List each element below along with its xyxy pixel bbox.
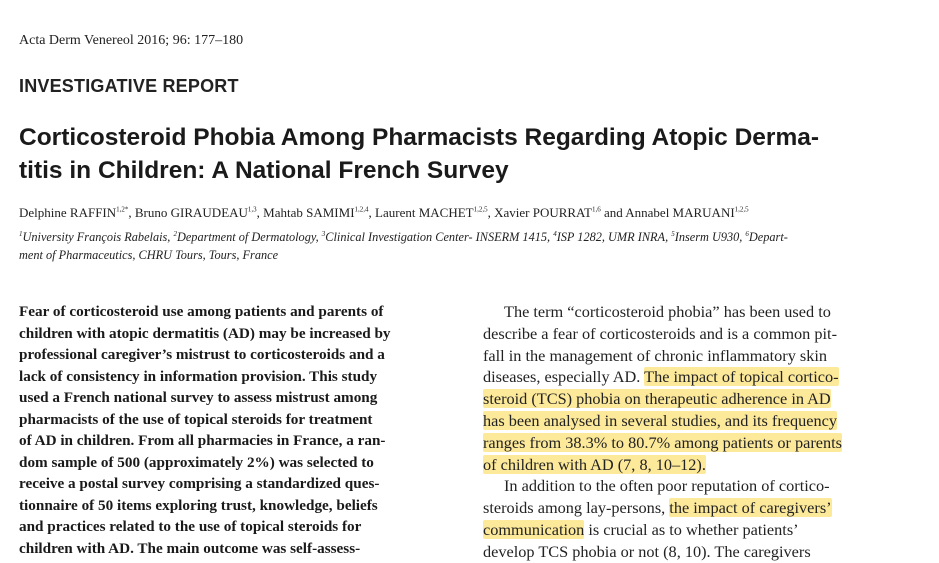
highlighted-text: ranges from 38.3% to 80.7% among patients or parents [483, 432, 843, 452]
author-name: Annabel MARUANI [625, 205, 735, 220]
abstract-line: receive a postal survey comprising a standardized ques- [19, 475, 380, 492]
affiliation-marker: 4 [553, 230, 557, 238]
author-affiliation-marker: 1,2,5 [473, 205, 488, 214]
abstract-line: used a French national survey to assess mistrust among [19, 389, 378, 406]
affiliation-marker: 2 [173, 230, 177, 238]
body-line [483, 432, 923, 454]
affiliation-text: Clinical Investigation Center- INSERM 1415, [325, 230, 554, 245]
highlighted-text: communication [483, 519, 585, 539]
body-text-segment: describe a fear of corticosteroids and is a common pit- [483, 323, 837, 343]
highlighted-text: of children with AD (7, 8, 10–12). [483, 454, 706, 474]
title-line: Corticosteroid Phobia Among Pharmacists Regarding Atopic Derma- [19, 124, 820, 151]
abstract-line: Fear of corticosteroid use among patients and parents of [19, 303, 384, 320]
affiliation-text: Inserm U930, [674, 230, 746, 245]
abstract-line: dom sample of 500 (approximately 2%) was selected to [19, 453, 374, 471]
author-affiliation-marker: 1,2* [116, 205, 129, 214]
abstract-line: of AD in children. From all pharmacies in France, a ran- [19, 432, 386, 449]
title-line: titis in Children: A National French Survey [19, 157, 509, 184]
abstract-line: pharmacists of the use of topical steroids for treatment [19, 410, 373, 428]
abstract-line: professional caregiver’s mistrust to corticosteroids and a [19, 346, 385, 363]
section-label: INVESTIGATIVE REPORT [19, 76, 239, 96]
abstract-line: children with atopic dermatitis (AD) may be increased by [19, 324, 391, 342]
body-line [483, 519, 923, 541]
affiliation-marker: 3 [321, 230, 326, 238]
author-affiliation-marker: 1,6 [591, 205, 601, 214]
affiliation-text: University François Rabelais, [22, 230, 174, 245]
abstract-line: tionnaire of 50 items exploring trust, knowledge, beliefs [19, 496, 378, 514]
author-name: Bruno GIRAUDEAU [134, 205, 248, 220]
author-name: Mahtab SAMIMI [263, 205, 355, 220]
body-line [483, 345, 923, 367]
highlighted-text: has been analysed in several studies, and its frequency [483, 410, 837, 430]
affiliations [19, 225, 924, 264]
body-line [483, 323, 923, 345]
affiliation-marker: 1 [19, 230, 23, 238]
body-text-column [483, 301, 923, 563]
abstract-line: lack of consistency in information provision. This study [19, 367, 378, 385]
highlighted-text: the impact of caregivers’ [669, 498, 832, 518]
body-line [483, 475, 923, 497]
highlighted-text: steroid (TCS) phobia on therapeutic adherence in AD [483, 389, 831, 409]
body-line [483, 497, 923, 519]
author-affiliation-marker: 1,3 [247, 205, 257, 214]
body-text-segment: The term “corticosteroid phobia” has been used to [504, 302, 831, 321]
body-line [483, 454, 923, 476]
body-line [483, 541, 923, 563]
author-affiliation-marker: 1,2,4 [354, 205, 369, 214]
body-text-segment: diseases, especially AD. [483, 367, 645, 387]
body-text-segment: steroids among lay-persons, [483, 498, 670, 518]
affiliation-marker: 5 [671, 230, 675, 238]
body-text-segment: is crucial as to whether patients’ [584, 519, 799, 539]
body-line [483, 388, 923, 410]
abstract-line: children with AD. The main outcome was self-assess- [19, 539, 361, 557]
author-list: Delphine $RAFFIN^{1,2*}$, Bruno GIRAUDEAU$^{1,3}$, Mahtab SAMIMI$^{1,2,4}$, Laurent MACHET$^{1,2,5}$, Xavier POURRAT$^{1,6}$ and Annabel MARUANI$^{1,2,5}$ [19, 205, 749, 220]
author-affiliation-marker: 1,2,5 [734, 205, 749, 214]
journal-reference: Acta Derm Venereol 2016; 96: 177–180 [19, 33, 244, 48]
article-title [19, 121, 919, 187]
affiliation-marker: 6 [745, 230, 749, 238]
body-text-segment: develop TCS phobia or not (8, 10). The caregivers [483, 541, 811, 561]
body-line [483, 410, 923, 432]
abstract-line: and practices related to the use of topical steroids for [19, 518, 362, 535]
highlighted-text: The impact of topical cortico- [644, 367, 839, 387]
body-line [483, 301, 923, 323]
affiliation-text: Department of Dermatology, [176, 230, 322, 245]
affiliation-line: ment of Pharmaceutics, CHRU Tours, Tours, France [19, 248, 279, 263]
body-text-segment: In addition to the often poor reputation of cortico- [504, 476, 830, 496]
author-name: Delphine RAFFIN [19, 205, 117, 220]
abstract [19, 301, 459, 559]
affiliation-text: Depart- [748, 230, 788, 245]
author-name: Xavier POURRAT [494, 205, 592, 220]
affiliation-text: ISP 1282, UMR INRA, [556, 230, 672, 245]
body-text-segment: fall in the management of chronic inflammatory skin [483, 345, 828, 365]
affiliation-line [19, 225, 924, 246]
author-name: Laurent MACHET [375, 205, 474, 220]
body-line [483, 366, 923, 388]
